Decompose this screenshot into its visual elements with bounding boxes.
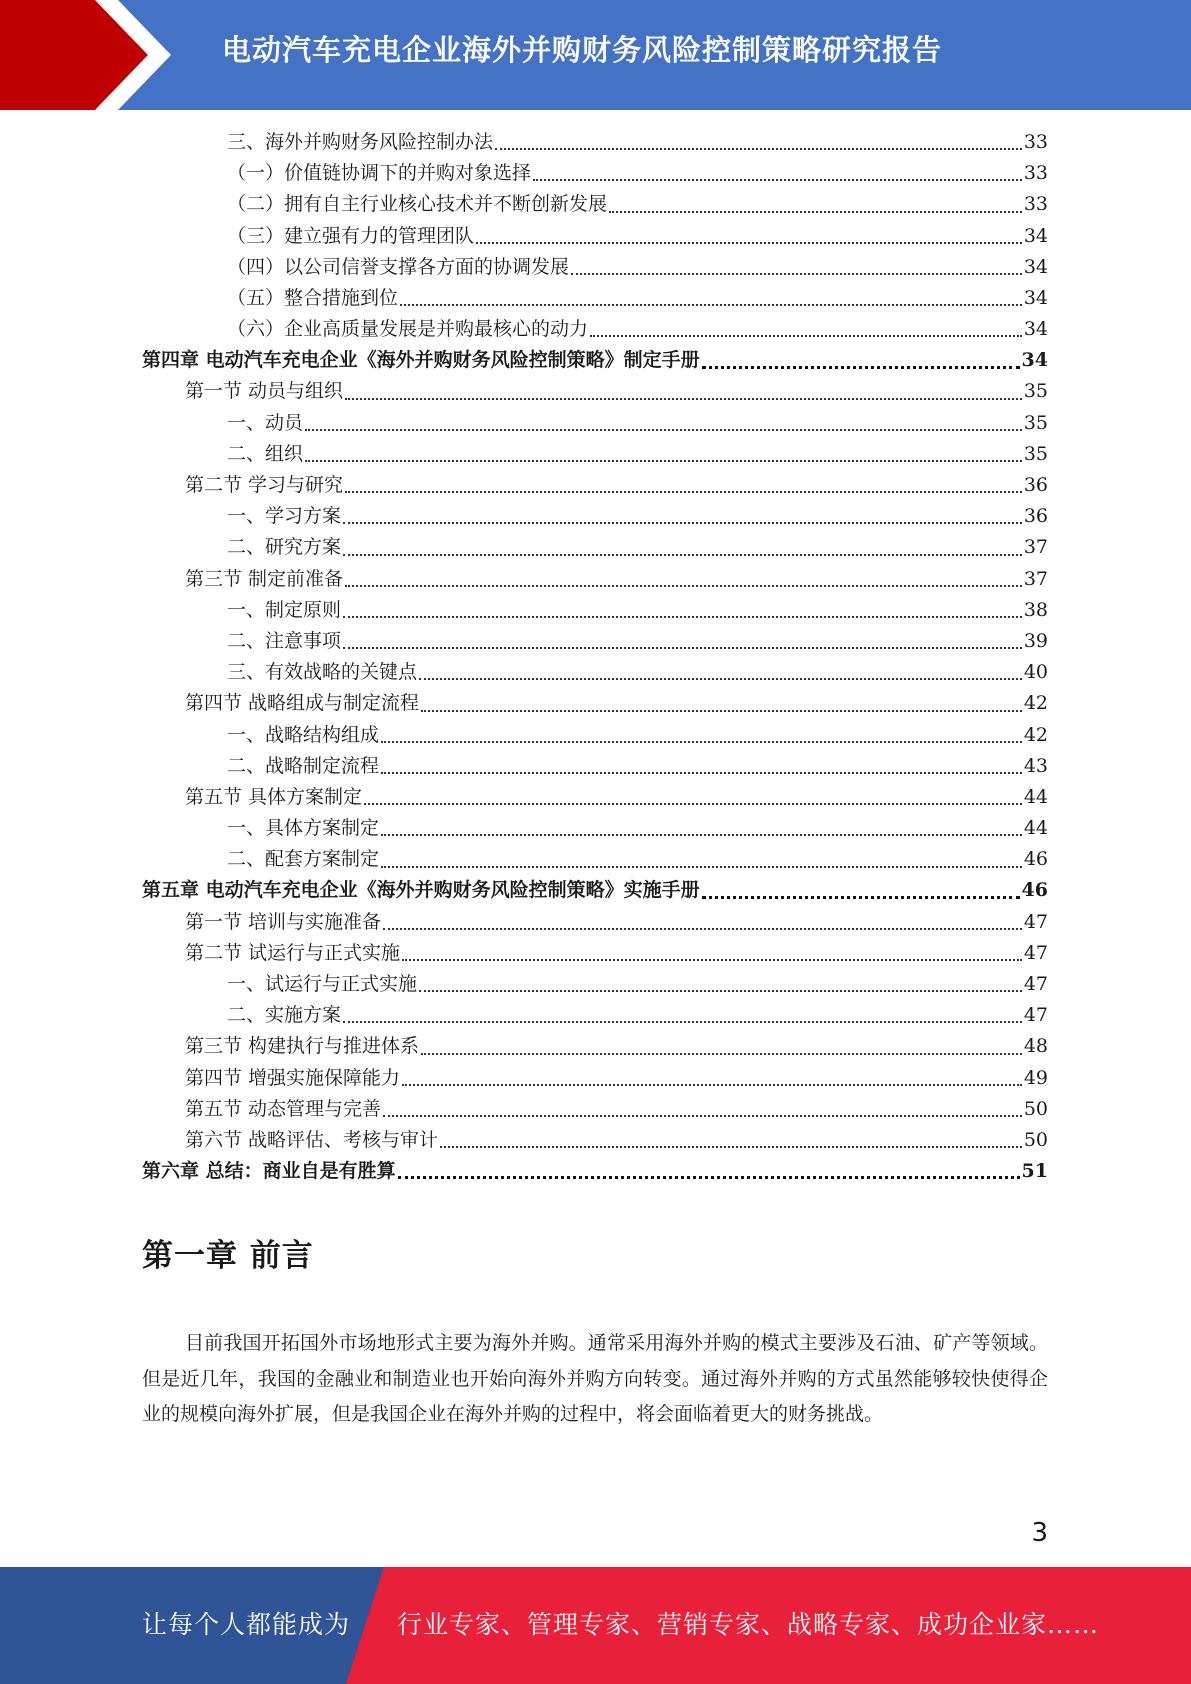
toc-entry-page: 34	[1023, 286, 1048, 309]
toc-entry[interactable]	[142, 720, 1048, 751]
toc-entry-title: 一、具体方案制定	[227, 817, 380, 840]
toc-entry[interactable]	[142, 1031, 1048, 1062]
toc-dot-leader	[440, 1146, 1022, 1148]
toc-entry[interactable]	[142, 158, 1048, 189]
toc-entry-page: 47	[1023, 910, 1048, 933]
toc-dot-leader	[533, 179, 1022, 181]
toc-entry-page: 34	[1021, 349, 1048, 372]
toc-entry[interactable]	[142, 907, 1048, 938]
toc-entry[interactable]	[142, 1094, 1048, 1125]
toc-entry[interactable]	[142, 1125, 1048, 1156]
toc-dot-leader	[343, 1021, 1022, 1023]
page-header	[0, 0, 1191, 110]
toc-entry[interactable]	[142, 626, 1048, 657]
toc-entry-page: 38	[1023, 598, 1048, 621]
toc-entry-page: 35	[1023, 411, 1048, 434]
toc-entry[interactable]	[142, 844, 1048, 875]
toc-entry-title: 三、海外并购财务风险控制办法	[227, 130, 494, 153]
toc-entry-title: 一、制定原则	[227, 598, 342, 621]
toc-entry-title: 第二节 学习与研究	[185, 474, 344, 497]
toc-entry-page: 47	[1023, 1004, 1048, 1027]
footer-slogan-left: 让每个人都能成为	[142, 1610, 351, 1639]
toc-entry-page: 35	[1023, 442, 1048, 465]
toc-dot-leader	[343, 554, 1022, 556]
page-number: 3	[1031, 1518, 1048, 1548]
toc-entry-title: （一）价值链协调下的并购对象选择	[227, 162, 532, 185]
toc-entry[interactable]	[142, 938, 1048, 969]
chapter-paragraph: 目前我国开拓国外市场地形式主要为海外并购。通常采用海外并购的模式主要涉及石油、矿产等领域。但是近几年，我国的金融业和制造业也开始向海外并购方向转变。通过海外并购的方式虽然能够较快使得企业的规模向海外扩展，但是我国企业在海外并购的过程中，将会面临着更大的财务挑战。	[142, 1332, 1048, 1425]
toc-entry-page: 35	[1023, 380, 1048, 403]
toc-entry-page: 44	[1023, 817, 1048, 840]
toc-entry-page: 33	[1023, 162, 1048, 185]
toc-entry[interactable]	[142, 564, 1048, 595]
toc-entry[interactable]	[142, 127, 1048, 158]
toc-entry-page: 47	[1023, 973, 1048, 996]
toc-entry[interactable]	[142, 252, 1048, 283]
toc-entry-title: 第一节 动员与组织	[185, 380, 344, 403]
toc-entry-page: 34	[1023, 255, 1048, 278]
toc-entry-page: 44	[1023, 785, 1048, 808]
toc-entry-page: 46	[1023, 848, 1048, 871]
toc-entry-page: 36	[1023, 474, 1048, 497]
toc-entry-title: 第五节 动态管理与完善	[185, 1097, 382, 1120]
toc-dot-leader	[402, 959, 1022, 961]
toc-entry-title: 二、配套方案制定	[227, 848, 380, 871]
toc-entry[interactable]	[142, 470, 1048, 501]
toc-entry[interactable]	[142, 501, 1048, 532]
toc-entry-page: 36	[1023, 505, 1048, 528]
toc-entry[interactable]	[142, 688, 1048, 719]
toc-entry-page: 50	[1023, 1097, 1048, 1120]
footer-slogan-right: 行业专家、管理专家、营销专家、战略专家、成功企业家……	[397, 1610, 1100, 1639]
toc-entry-page: 46	[1021, 879, 1048, 902]
toc-dot-leader	[702, 896, 1020, 899]
toc-dot-leader	[398, 1176, 1020, 1179]
toc-dot-leader	[364, 803, 1022, 805]
toc-entry[interactable]	[142, 345, 1048, 376]
toc-entry[interactable]	[142, 408, 1048, 439]
toc-entry-page: 34	[1023, 224, 1048, 247]
toc-entry-title: 一、试运行与正式实施	[227, 973, 418, 996]
toc-entry[interactable]	[142, 377, 1048, 408]
page-footer	[0, 1567, 1191, 1684]
toc-dot-leader	[402, 1084, 1022, 1086]
toc-dot-leader	[419, 990, 1022, 992]
toc-dot-leader	[571, 273, 1022, 275]
toc-entry-page: 33	[1023, 193, 1048, 216]
toc-entry[interactable]	[142, 876, 1048, 907]
toc-entry-title: 二、实施方案	[227, 1004, 342, 1027]
toc-entry[interactable]	[142, 439, 1048, 470]
toc-entry-title: （六）企业高质量发展是并购最核心的动力	[227, 318, 589, 341]
toc-entry-page: 50	[1023, 1128, 1048, 1151]
toc-dot-leader	[381, 866, 1022, 868]
toc-dot-leader	[476, 242, 1022, 244]
toc-entry[interactable]	[142, 1063, 1048, 1094]
toc-entry[interactable]	[142, 813, 1048, 844]
toc-entry-page: 48	[1023, 1035, 1048, 1058]
toc-entry[interactable]	[142, 782, 1048, 813]
toc-entry-page: 34	[1023, 318, 1048, 341]
toc-entry[interactable]	[142, 1000, 1048, 1031]
toc-entry-title: 第二节 试运行与正式实施	[185, 941, 401, 964]
toc-dot-leader	[345, 491, 1022, 493]
toc-entry-title: 二、战略制定流程	[227, 754, 380, 777]
toc-entry[interactable]	[142, 283, 1048, 314]
toc-entry-title: 第三节 构建执行与推进体系	[185, 1035, 420, 1058]
toc-entry[interactable]	[142, 595, 1048, 626]
toc-dot-leader	[702, 366, 1020, 369]
toc-entry-title: 二、研究方案	[227, 536, 342, 559]
toc-entry[interactable]	[142, 657, 1048, 688]
toc-entry-title: 第五节 具体方案制定	[185, 785, 363, 808]
toc-entry-page: 47	[1023, 941, 1048, 964]
toc-entry-page: 42	[1023, 692, 1048, 715]
toc-entry-page: 37	[1023, 567, 1048, 590]
toc-dot-leader	[495, 148, 1022, 150]
toc-entry[interactable]	[142, 532, 1048, 563]
chapter-title: 第一章 前言	[142, 1238, 314, 1274]
toc-entry-title: 第四节 战略组成与制定流程	[185, 692, 420, 715]
toc-entry-title: （三）建立强有力的管理团队	[227, 224, 475, 247]
toc-entry-title: 第六节 战略评估、考核与审计	[185, 1128, 439, 1151]
toc-dot-leader	[305, 429, 1022, 431]
toc-entry-title: （二）拥有自主行业核心技术并不断创新发展	[227, 193, 608, 216]
toc-entry-title: （四）以公司信誉支撑各方面的协调发展	[227, 255, 570, 278]
toc-dot-leader	[345, 585, 1022, 587]
toc-entry[interactable]	[142, 314, 1048, 345]
toc-entry-page: 43	[1023, 754, 1048, 777]
toc-entry-title: 第三节 制定前准备	[185, 567, 344, 590]
toc-entry-page: 37	[1023, 536, 1048, 559]
toc-entry-title: 第五章 电动汽车充电企业《海外并购财务风险控制策略》实施手册	[142, 879, 700, 902]
toc-entry-title: 一、战略结构组成	[227, 723, 380, 746]
toc-dot-leader	[343, 522, 1022, 524]
toc-dot-leader	[305, 460, 1022, 462]
toc-entry[interactable]	[142, 221, 1048, 252]
toc-dot-leader	[609, 211, 1022, 213]
toc-entry-page: 51	[1021, 1160, 1048, 1183]
toc-entry-page: 33	[1023, 130, 1048, 153]
toc-entry-page: 39	[1023, 629, 1048, 652]
toc-dot-leader	[383, 928, 1022, 930]
toc-entry-title: 第六章 总结：商业自是有胜算	[142, 1160, 396, 1183]
toc-dot-leader	[421, 710, 1022, 712]
toc-entry-title: 二、组织	[227, 442, 304, 465]
toc-entry-title: 二、注意事项	[227, 629, 342, 652]
toc-entry-title: （五）整合措施到位	[227, 286, 399, 309]
toc-entry[interactable]	[142, 1156, 1048, 1187]
table-of-contents	[142, 127, 1048, 1187]
toc-entry-title: 一、学习方案	[227, 505, 342, 528]
toc-entry-page: 49	[1023, 1066, 1048, 1089]
toc-entry-title: 第四节 增强实施保障能力	[185, 1066, 401, 1089]
toc-entry-page: 42	[1023, 723, 1048, 746]
toc-dot-leader	[383, 1115, 1022, 1117]
toc-entry-title: 一、动员	[227, 411, 304, 434]
toc-dot-leader	[421, 1053, 1022, 1055]
toc-entry[interactable]	[142, 751, 1048, 782]
toc-entry-title: 第四章 电动汽车充电企业《海外并购财务风险控制策略》制定手册	[142, 349, 700, 372]
toc-dot-leader	[381, 772, 1022, 774]
toc-dot-leader	[381, 741, 1022, 743]
toc-entry-title: 三、有效战略的关键点	[227, 661, 418, 684]
toc-entry[interactable]	[142, 969, 1048, 1000]
toc-dot-leader	[381, 834, 1022, 836]
toc-dot-leader	[590, 335, 1022, 337]
toc-dot-leader	[343, 616, 1022, 618]
header-title: 电动汽车充电企业海外并购财务风险控制策略研究报告	[222, 33, 943, 67]
toc-entry[interactable]	[142, 189, 1048, 220]
toc-dot-leader	[400, 304, 1022, 306]
toc-entry-title: 第一节 培训与实施准备	[185, 910, 382, 933]
toc-dot-leader	[419, 678, 1022, 680]
toc-dot-leader	[343, 647, 1022, 649]
toc-dot-leader	[345, 398, 1022, 400]
toc-entry-page: 40	[1023, 661, 1048, 684]
